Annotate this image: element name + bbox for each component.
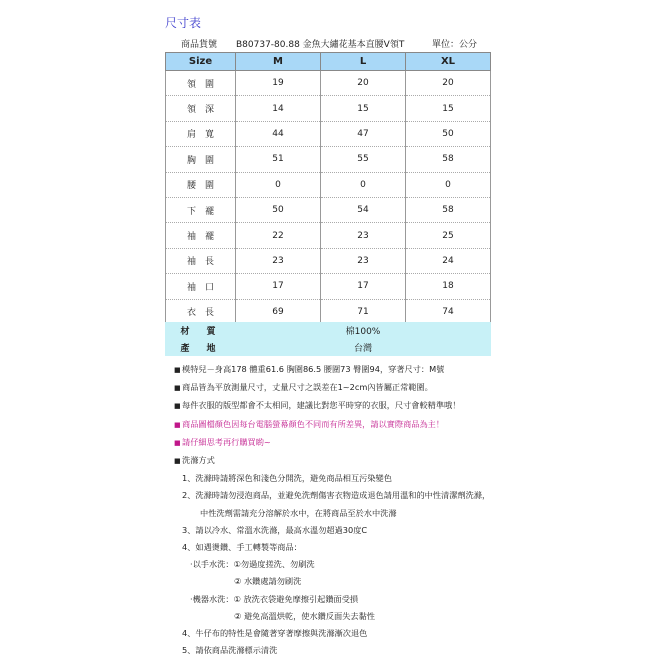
- cell-value: 14: [236, 96, 321, 121]
- wash-step: ② 水鑽處請勿刷洗: [234, 576, 302, 587]
- wash-step: ‧機器水洗：① 放洗衣袋避免摩擦引起鑽面受損: [190, 593, 359, 604]
- cell-value: 0: [321, 172, 406, 197]
- cell-value: 17: [236, 274, 321, 299]
- row-label: 衣 長: [166, 299, 236, 324]
- note-text: 商品圖檔顏色因每台電腦螢幕顏色不同而有所差異，請以實際商品為主！: [182, 418, 445, 429]
- wash-step: 2、洗滌時請勿浸泡商品，並避免洗劑傷害衣物造成退色請用溫和的中性清潔劑洗滌，: [182, 490, 491, 501]
- row-label: 腰 圍: [166, 172, 236, 197]
- table-row: [166, 172, 491, 197]
- row-label: 袖 口: [166, 274, 236, 299]
- note-text: 每件衣服的版型都會不太相同，建議比對您平時穿的衣服，尺寸會較精準哦！: [182, 400, 461, 411]
- col-header-m: M: [236, 53, 321, 71]
- note-measure: [174, 379, 644, 397]
- bullet-icon: ■: [174, 366, 181, 374]
- wash-step: ‧以手水洗：①勿過度搓洗、勿刷洗: [190, 559, 315, 570]
- table-row: [166, 121, 491, 146]
- cell-value: 47: [321, 121, 406, 146]
- wash-title: [174, 452, 644, 470]
- cell-value: 22: [236, 223, 321, 248]
- cell-value: 58: [406, 147, 491, 172]
- cell-value: 17: [321, 274, 406, 299]
- origin-value: 台灣: [353, 344, 372, 354]
- cell-value: 50: [406, 121, 491, 146]
- wash-step: 5、請依商品洗滌標示清洗: [182, 645, 278, 656]
- bullet-icon: ■: [174, 402, 181, 411]
- table-row: [166, 147, 491, 172]
- cell-value: 54: [321, 197, 406, 222]
- cell-value: 74: [406, 299, 491, 324]
- wash-step: 4、牛仔布的特性是會隨著穿著摩擦與洗滌漸次退色: [182, 628, 368, 639]
- row-label: 領 圍: [166, 71, 236, 96]
- wash-step: 4、如遇燙鑽、手工轉製等商品：: [182, 542, 302, 553]
- cell-value: 18: [406, 274, 491, 299]
- note-think: [174, 434, 644, 452]
- row-label: 胸 圍: [166, 147, 236, 172]
- row-label: 領 深: [166, 96, 236, 121]
- table-row: [166, 96, 491, 121]
- col-header-l: L: [321, 53, 406, 71]
- col-header-size: Size: [166, 53, 236, 71]
- table-row: [166, 197, 491, 222]
- material-table: [165, 322, 491, 356]
- material-label: 材 質: [180, 327, 220, 337]
- row-label: 肩 寬: [166, 121, 236, 146]
- note-model: [174, 361, 644, 379]
- note-color: [174, 416, 644, 434]
- cell-value: 23: [236, 248, 321, 273]
- cell-value: 51: [236, 147, 321, 172]
- table-row: [166, 71, 491, 96]
- notes-section: [174, 361, 644, 659]
- size-table-header: [166, 53, 491, 71]
- product-code-label: 商品貨號: [181, 40, 218, 50]
- table-row: [166, 223, 491, 248]
- cell-value: 44: [236, 121, 321, 146]
- bullet-icon: ■: [174, 438, 181, 447]
- cell-value: 0: [406, 172, 491, 197]
- cell-value: 19: [236, 71, 321, 96]
- row-label: 下 襬: [166, 197, 236, 222]
- row-label: 袖 長: [166, 248, 236, 273]
- wash-step: 1、洗滌時請將深色和淺色分開洗，避免商品相互污染變色: [182, 473, 392, 484]
- cell-value: 25: [406, 223, 491, 248]
- row-label: 袖 襬: [166, 223, 236, 248]
- size-table: [165, 52, 491, 325]
- table-row: [166, 248, 491, 273]
- note-text: 洗滌方式: [182, 455, 215, 466]
- product-code: B80737-80.88 金魚大繡花基本直腰V領T: [236, 40, 405, 50]
- cell-value: 15: [321, 96, 406, 121]
- page-title: 尺寸表: [165, 16, 202, 30]
- material-value: 棉100%: [345, 327, 381, 337]
- cell-value: 0: [236, 172, 321, 197]
- cell-value: 71: [321, 299, 406, 324]
- cell-value: 69: [236, 299, 321, 324]
- note-text: 模特兒－身高178 體重61.6 胸圍86.5 腰圍73 臀圍94，穿著尺寸：M號: [182, 364, 445, 374]
- cell-value: 55: [321, 147, 406, 172]
- wash-step: ② 避免高溫烘乾，使水鑽反面失去黏性: [234, 610, 375, 621]
- cell-value: 50: [236, 197, 321, 222]
- cell-value: 15: [406, 96, 491, 121]
- table-row: [166, 274, 491, 299]
- wash-step: 中性洗劑需請充分溶解於水中，在將商品至於水中洗滌: [200, 507, 397, 518]
- bullet-icon: ■: [174, 420, 181, 429]
- note-text: 商品皆為平放測量尺寸，丈量尺寸之誤差在1~2cm內皆屬正常範圍。: [182, 382, 433, 393]
- table-row: [166, 299, 491, 324]
- bullet-icon: ■: [174, 384, 181, 393]
- cell-value: 23: [321, 223, 406, 248]
- bullet-icon: ■: [174, 457, 181, 466]
- cell-value: 20: [406, 71, 491, 96]
- note-text: 請仔細思考再行購買喲~: [182, 436, 271, 447]
- origin-label: 產 地: [180, 344, 220, 354]
- wash-step: 3、請以冷水、常溫水洗滌，最高水溫勿超過30度C: [182, 524, 368, 535]
- cell-value: 23: [321, 248, 406, 273]
- cell-value: 58: [406, 197, 491, 222]
- cell-value: 24: [406, 248, 491, 273]
- note-fit: [174, 397, 644, 415]
- col-header-xl: XL: [406, 53, 491, 71]
- unit-label: 單位：公分: [432, 40, 478, 50]
- cell-value: 20: [321, 71, 406, 96]
